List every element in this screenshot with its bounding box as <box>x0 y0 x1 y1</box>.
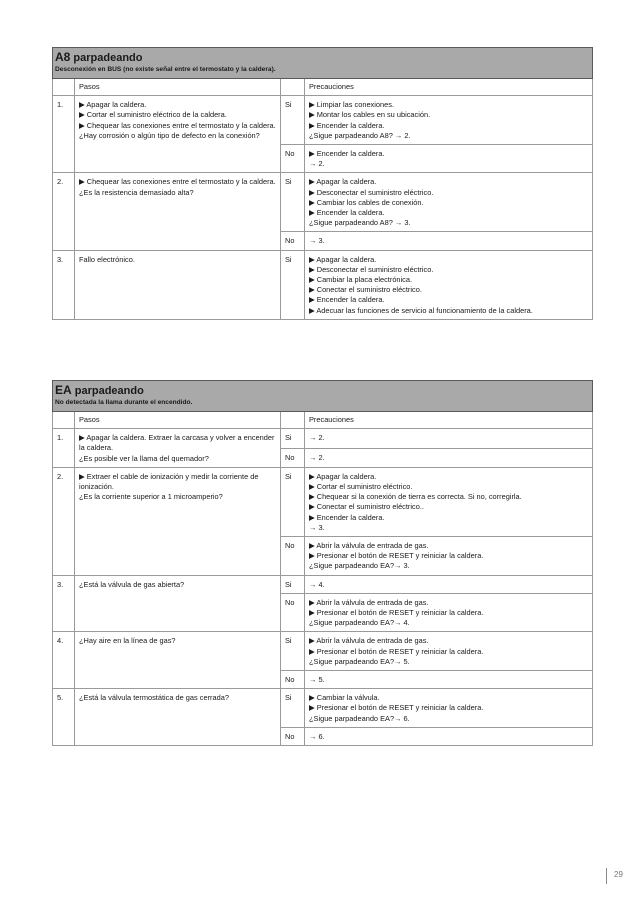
step-number: 3. <box>53 250 75 319</box>
table-row <box>53 429 593 448</box>
text-line: ▶ Encender la caldera. <box>309 208 385 218</box>
answer-actions <box>305 537 593 576</box>
step-description <box>75 429 281 468</box>
text-line: ¿Sigue parpadeando A8? → 2. <box>309 130 411 140</box>
step-description <box>75 689 281 746</box>
text-line: ¿Hay corrosión o algún tipo de defecto en la conexión? <box>79 130 260 140</box>
step-description <box>75 96 281 173</box>
text-line: ¿Es la corriente superior a 1 microamperio? <box>79 492 223 502</box>
text-line: ¿Sigue parpadeando A8? → 3. <box>309 218 411 228</box>
page-number: 29 <box>614 870 623 879</box>
text-line: → 2. <box>309 452 325 462</box>
step-description <box>75 173 281 250</box>
text-line: ¿Está la válvula termostática de gas cerrada? <box>79 693 229 703</box>
answer-label: Si <box>281 575 305 593</box>
text-line: ▶ Conectar el suministro eléctrico.. <box>309 502 424 512</box>
text-line: ▶ Abrir la válvula de entrada de gas. <box>309 541 429 551</box>
answer-actions <box>305 96 593 145</box>
text-line: → 5. <box>309 675 325 685</box>
text-line: → 4. <box>309 579 325 589</box>
answer-label: No <box>281 448 305 467</box>
text-line: ▶ Cortar el suministro eléctrico. <box>309 482 413 492</box>
text-line: ¿Está la válvula de gas abierta? <box>79 579 185 589</box>
text-line: ▶ Abrir la válvula de entrada de gas. <box>309 597 429 607</box>
text-line: ▶ Conectar el suministro eléctrico. <box>309 285 422 295</box>
title-word: parpadeando <box>74 385 144 397</box>
step-number: 3. <box>53 575 75 632</box>
table-subtitle: Desconexión en BUS (no existe señal entre el termostato y la caldera). <box>55 66 276 73</box>
empty-cell <box>281 412 305 429</box>
answer-label: Si <box>281 632 305 671</box>
text-line: ▶ Cambiar la placa electrónica. <box>309 275 413 285</box>
text-line: → 2. <box>309 433 325 443</box>
answer-actions <box>305 689 593 728</box>
answer-label: No <box>281 537 305 576</box>
text-line: ▶ Limpiar las conexiones. <box>309 100 394 110</box>
text-line: ▶ Chequear las conexiones entre el termostato y la caldera. <box>79 120 276 130</box>
table-row <box>53 173 593 232</box>
step-number: 2. <box>53 173 75 250</box>
answer-actions <box>305 145 593 173</box>
text-line: ¿Es posible ver la llama del quemador? <box>79 453 209 463</box>
answer-label: Si <box>281 467 305 536</box>
answer-actions <box>305 575 593 593</box>
table-row <box>53 575 593 593</box>
column-header-pasos: Pasos <box>75 79 281 96</box>
text-line: ▶ Apagar la caldera. <box>309 254 377 264</box>
text-line: ▶ Extraer el cable de ionización y medir la corriente de ionización. <box>79 471 259 492</box>
table-subtitle: No detectada la llama durante el encendido. <box>55 399 193 406</box>
step-description <box>75 632 281 689</box>
table-title <box>55 384 590 398</box>
text-line: ▶ Abrir la válvula de entrada de gas. <box>309 636 429 646</box>
answer-actions <box>305 429 593 448</box>
table-title <box>55 51 590 65</box>
text-line: ▶ Presionar el botón de RESET y reiniciar la caldera. <box>309 703 484 713</box>
column-header-precauciones: Precauciones <box>305 412 593 429</box>
text-line: ▶ Desconectar el suministro eléctrico. <box>309 187 434 197</box>
answer-label: No <box>281 727 305 745</box>
answer-label: No <box>281 593 305 632</box>
table-row <box>53 96 593 145</box>
fault-code: A8 <box>55 50 71 64</box>
answer-actions <box>305 671 593 689</box>
text-line: → 2. <box>309 159 325 169</box>
text-line: ▶ Presionar el botón de RESET y reiniciar la caldera. <box>309 608 484 618</box>
text-line: ¿Sigue parpadeando EA?→ 4. <box>309 618 410 628</box>
text-line: ▶ Encender la caldera. <box>309 120 385 130</box>
text-line: ¿Sigue parpadeando EA?→ 6. <box>309 713 410 723</box>
step-number: 1. <box>53 96 75 173</box>
answer-actions <box>305 727 593 745</box>
table-header <box>53 381 593 412</box>
answer-label: No <box>281 232 305 250</box>
answer-actions <box>305 250 593 319</box>
text-line: ¿Sigue parpadeando EA?→ 5. <box>309 656 410 666</box>
step-number: 5. <box>53 689 75 746</box>
text-line: ▶ Montar los cables en su ubicación. <box>309 110 431 120</box>
text-line: ▶ Chequear si la conexión de tierra es correcta. Si no, corregirla. <box>309 492 522 502</box>
table-row <box>53 689 593 728</box>
empty-cell <box>53 412 75 429</box>
text-line: ▶ Cambiar la válvula. <box>309 693 380 703</box>
answer-label: Si <box>281 173 305 232</box>
text-line: Fallo electrónico. <box>79 254 135 264</box>
text-line: ▶ Cortar el suministro eléctrico de la caldera. <box>79 110 227 120</box>
empty-cell <box>281 79 305 96</box>
title-word: parpadeando <box>73 52 143 64</box>
step-description <box>75 250 281 319</box>
table-row <box>53 632 593 671</box>
answer-actions <box>305 173 593 232</box>
troubleshooting-table-a8 <box>52 47 592 320</box>
column-header-precauciones: Precauciones <box>305 79 593 96</box>
text-line: ▶ Presionar el botón de RESET y reiniciar la caldera. <box>309 646 484 656</box>
answer-label: Si <box>281 689 305 728</box>
text-line: ¿Hay aire en la línea de gas? <box>79 636 176 646</box>
answer-actions <box>305 448 593 467</box>
step-number: 4. <box>53 632 75 689</box>
answer-label: Si <box>281 250 305 319</box>
step-number: 1. <box>53 429 75 468</box>
text-line: ▶ Apagar la caldera. Extraer la carcasa y volver a encender la caldera. <box>79 433 275 453</box>
text-line: → 6. <box>309 731 325 741</box>
table-row <box>53 467 593 536</box>
answer-label: Si <box>281 96 305 145</box>
text-line: ▶ Apagar la caldera. <box>79 100 147 110</box>
answer-label: Si <box>281 429 305 448</box>
answer-actions <box>305 467 593 536</box>
text-line: ▶ Cambiar los cables de conexión. <box>309 197 424 207</box>
page-number-divider <box>606 868 607 884</box>
answer-actions <box>305 632 593 671</box>
empty-cell <box>53 79 75 96</box>
step-description <box>75 467 281 575</box>
text-line: ▶ Presionar el botón de RESET y reiniciar la caldera. <box>309 551 484 561</box>
text-line: ▶ Encender la caldera. <box>309 149 385 159</box>
troubleshooting-table-ea <box>52 380 592 746</box>
text-line: ▶ Encender la caldera. <box>309 295 385 305</box>
text-line: ▶ Apagar la caldera. <box>309 471 377 481</box>
fault-table <box>52 380 593 746</box>
text-line: → 3. <box>309 236 325 246</box>
text-line: ▶ Chequear las conexiones entre el termostato y la caldera. <box>79 177 276 187</box>
fault-table <box>52 47 593 320</box>
table-header <box>53 48 593 79</box>
text-line: ¿Es la resistencia demasiado alta? <box>79 187 194 197</box>
table-row <box>53 250 593 319</box>
step-number: 2. <box>53 467 75 575</box>
text-line: ▶ Desconectar el suministro eléctrico. <box>309 264 434 274</box>
answer-label: No <box>281 671 305 689</box>
text-line: ▶ Adecuar las funciones de servicio al funcionamiento de la caldera. <box>309 305 533 315</box>
text-line: ▶ Apagar la caldera. <box>309 177 377 187</box>
answer-actions <box>305 232 593 250</box>
answer-label: No <box>281 145 305 173</box>
text-line: ¿Sigue parpadeando EA?→ 3. <box>309 561 410 571</box>
text-line: ▶ Encender la caldera. <box>309 512 385 522</box>
fault-code: EA <box>55 383 72 397</box>
answer-actions <box>305 593 593 632</box>
text-line: → 3. <box>309 522 325 532</box>
step-description <box>75 575 281 632</box>
column-header-pasos: Pasos <box>75 412 281 429</box>
